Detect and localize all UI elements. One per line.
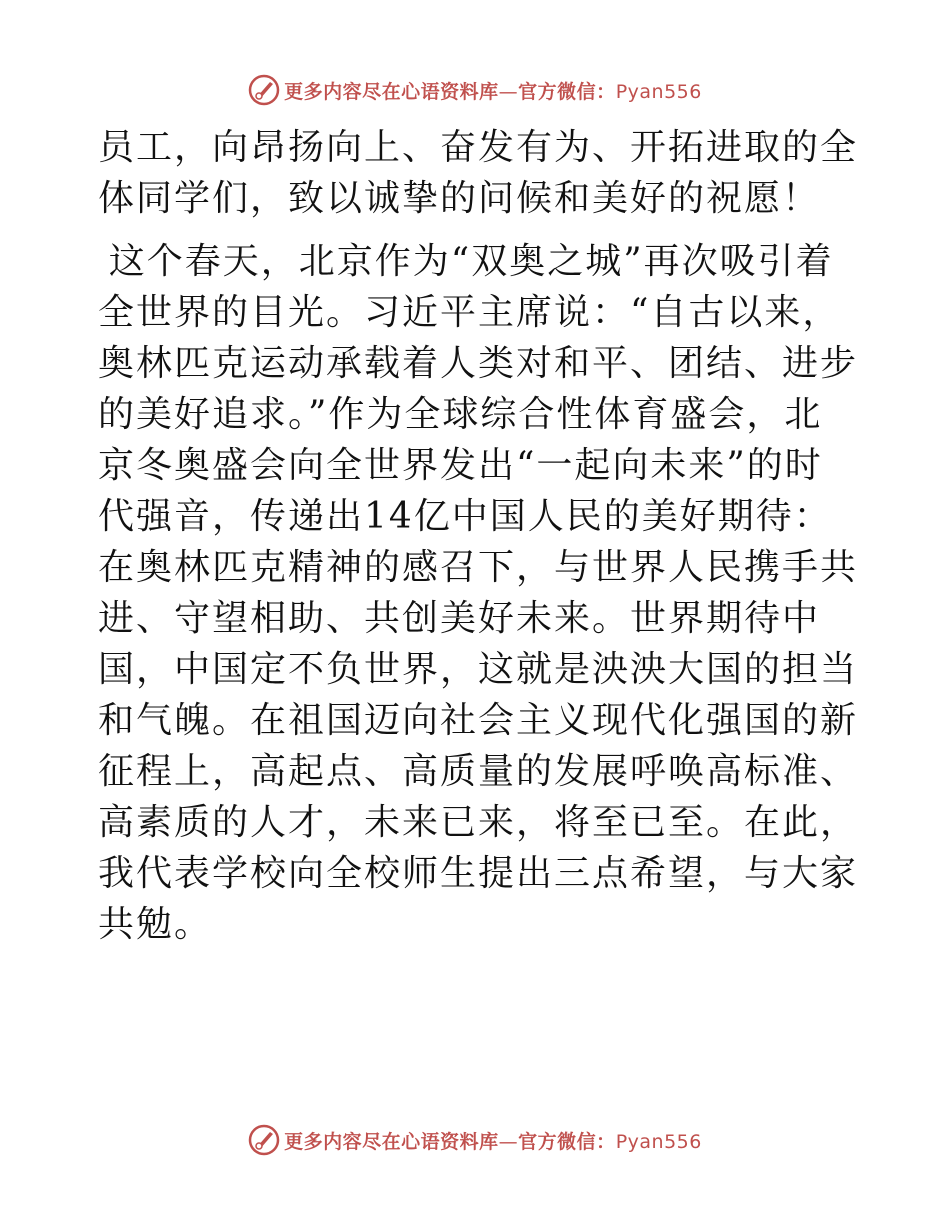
footer-watermark-wechat-label: 官方微信： xyxy=(518,1130,616,1153)
quill-logo-icon xyxy=(248,1124,280,1156)
footer-watermark-slogan: 更多内容尽在心语资料库 xyxy=(284,1130,499,1153)
document-body xyxy=(98,122,858,950)
header-watermark-wechat-id: Pyan556 xyxy=(615,80,702,103)
quill-logo-icon xyxy=(248,74,280,106)
footer-watermark-text xyxy=(284,1127,702,1154)
header-watermark-banner xyxy=(0,72,950,108)
footer-watermark-wechat-id: Pyan556 xyxy=(615,1130,702,1153)
header-watermark-slogan: 更多内容尽在心语资料库 xyxy=(284,80,499,103)
header-watermark-wechat-label: 官方微信： xyxy=(518,80,616,103)
paragraph-2: 这个春天，北京作为“双奥之城”再次吸引着全世界的目光。习近平主席说：“自古以来，奥林匹克运动承载着人类对和平、团结、进步的美好追求。”作为全球综合性体育盛会，北京冬奥盛会向全世界发出“一起向未来”的时代强音，传递出14亿中国人民的美好期待：在奥林匹克精神的感召下，与世界人民携手共进、守望相助、共创美好未来。世界期待中国，中国定不负世界，这就是泱泱大国的担当和气魄。在祖国迈向社会主义现代化强国的新征程上，高起点、高质量的发展呼唤高标准、高素质的人才，未来已来，将至已至。在此，我代表学校向全校师生提出三点希望，与大家共勉。 xyxy=(98,241,859,945)
footer-watermark-banner xyxy=(0,1122,950,1158)
footer-watermark-dash: — xyxy=(498,1130,519,1153)
header-watermark-dash: — xyxy=(498,80,519,103)
paragraph-1: 员工，向昂扬向上、奋发有为、开拓进取的全体同学们，致以诚挚的问候和美好的祝愿！ xyxy=(98,127,859,219)
header-watermark-text xyxy=(284,77,702,104)
